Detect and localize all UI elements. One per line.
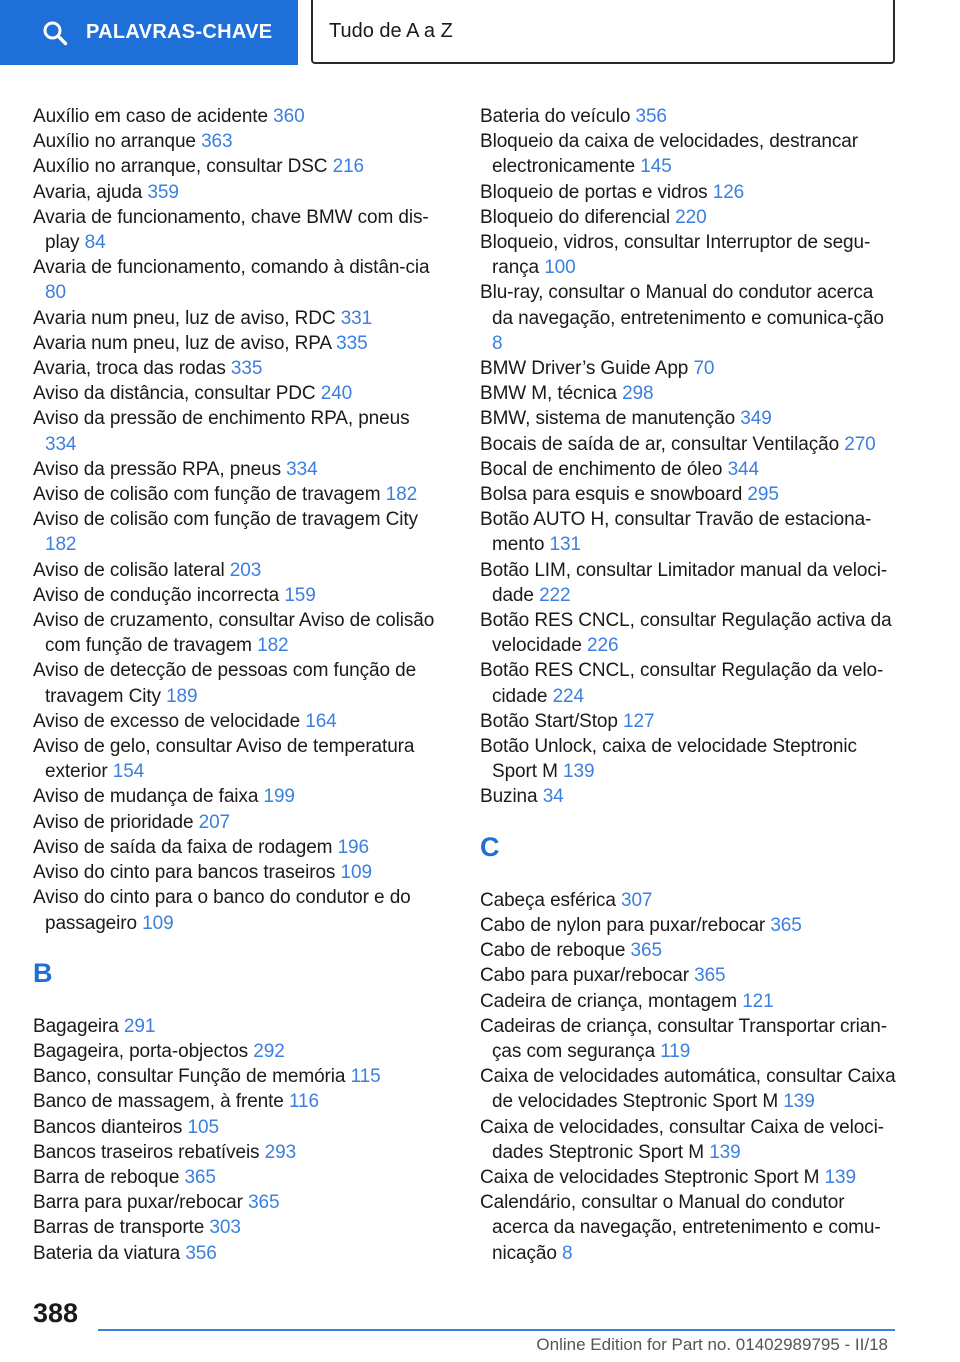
index-entry-text: Avaria num pneu, luz de aviso, RPA bbox=[33, 332, 331, 354]
page-link[interactable]: 365 bbox=[630, 940, 662, 962]
index-entry-text: Cabo para puxar/rebocar bbox=[480, 965, 689, 987]
index-list-b bbox=[33, 1014, 443, 1266]
index-entry bbox=[33, 1039, 443, 1064]
index-entry bbox=[33, 205, 443, 255]
index-entry bbox=[33, 457, 443, 482]
page-link[interactable]: 80 bbox=[45, 282, 66, 304]
index-entry-text: Aviso de colisão lateral bbox=[33, 559, 225, 581]
page-link[interactable]: 220 bbox=[675, 206, 707, 228]
page-link[interactable]: 70 bbox=[693, 358, 715, 380]
index-list-b-continued bbox=[480, 104, 898, 810]
index-entry bbox=[480, 658, 898, 708]
page-number: 388 bbox=[33, 1298, 79, 1328]
index-entry-text: Botão RES CNCL, consultar Regulação da velo-cidade bbox=[480, 660, 884, 707]
index-entry bbox=[480, 104, 898, 129]
page-link[interactable]: 298 bbox=[622, 383, 654, 405]
index-entry-text: Botão AUTO H, consultar Travão de estaciona-mento bbox=[480, 509, 872, 556]
index-entry-text: Cadeira de criança, montagem bbox=[480, 990, 738, 1012]
index-entry-text: Botão Start/Stop bbox=[480, 710, 618, 732]
index-entry-text: Aviso da distância, consultar PDC bbox=[33, 383, 316, 405]
index-entry-text: Aviso de cruzamento, consultar Aviso de colisão com função de travagem bbox=[33, 610, 435, 657]
index-entry bbox=[33, 356, 443, 381]
index-entry bbox=[480, 432, 898, 457]
index-entry-text: Bagageira bbox=[33, 1015, 119, 1037]
index-entry bbox=[480, 1014, 898, 1064]
index-entry-text: Caixa de velocidades automática, consultar Caixa de velocidades Steptronic Sport M bbox=[480, 1066, 896, 1113]
index-entry bbox=[480, 381, 898, 406]
index-entry-text: Aviso de colisão com função de travagem City bbox=[33, 509, 418, 531]
index-entry bbox=[480, 709, 898, 734]
page-link[interactable]: 331 bbox=[340, 307, 373, 329]
page-link[interactable]: 109 bbox=[142, 912, 174, 934]
page-link[interactable]: 116 bbox=[288, 1091, 319, 1113]
index-entry-text: Bancos dianteiros bbox=[33, 1116, 183, 1138]
index-entry bbox=[33, 1089, 443, 1114]
edition-text: Online Edition for Part no. 01402989795 - II/18 bbox=[536, 1335, 888, 1354]
index-entry bbox=[480, 457, 898, 482]
index-entry-text: Bocais de saída de ar, consultar Ventilação bbox=[480, 433, 840, 455]
index-entry-text: Caixa de velocidades Steptronic Sport M bbox=[480, 1166, 820, 1188]
index-entry-text: Aviso do cinto para bancos traseiros bbox=[33, 862, 336, 884]
page-link[interactable]: 34 bbox=[542, 786, 564, 808]
page-link[interactable]: 349 bbox=[740, 408, 772, 430]
page-link[interactable]: 203 bbox=[229, 559, 262, 581]
index-entry-text: Bloqueio de portas e vidros bbox=[480, 181, 708, 203]
page-link[interactable]: 100 bbox=[544, 257, 576, 279]
index-entry-text: Aviso de mudança de faixa bbox=[33, 786, 259, 808]
index-entry bbox=[33, 406, 443, 456]
index-entry bbox=[480, 734, 898, 784]
index-entry-text: BMW, sistema de manutenção bbox=[480, 408, 736, 430]
index-entry bbox=[33, 558, 443, 583]
page-link[interactable]: 84 bbox=[84, 232, 106, 254]
page-link[interactable]: 164 bbox=[305, 710, 337, 732]
index-entry bbox=[33, 129, 443, 154]
index-entry bbox=[480, 482, 898, 507]
index-entry-text: Aviso da pressão de enchimento RPA, pneus bbox=[33, 408, 410, 430]
search-icon bbox=[42, 20, 68, 46]
page-link[interactable]: 207 bbox=[198, 811, 231, 833]
index-entry bbox=[33, 1190, 443, 1215]
index-entry bbox=[33, 331, 443, 356]
page-link[interactable]: 222 bbox=[539, 584, 571, 606]
page-link[interactable]: 365 bbox=[770, 914, 802, 936]
index-entry-text: Bateria da viatura bbox=[33, 1242, 181, 1264]
page-link[interactable]: 182 bbox=[257, 635, 289, 657]
index-entry-text: Bancos traseiros rebatíveis bbox=[33, 1141, 260, 1163]
index-entry bbox=[480, 406, 898, 431]
page-link[interactable]: 270 bbox=[844, 433, 876, 455]
page-link[interactable]: 359 bbox=[147, 181, 179, 203]
index-entry bbox=[480, 180, 898, 205]
index-entry bbox=[33, 482, 443, 507]
index-entry-text: Avaria, ajuda bbox=[33, 181, 143, 203]
index-entry-text: Bolsa para esquis e snowboard bbox=[480, 484, 743, 506]
index-entry-text: Avaria de funcionamento, chave BMW com dis-play bbox=[33, 206, 429, 254]
index-entry bbox=[33, 507, 443, 557]
index-entry bbox=[33, 885, 443, 935]
index-entry-text: Aviso de prioridade bbox=[33, 811, 194, 833]
index-entry-text: Aviso de gelo, consultar Aviso de temperatura exterior bbox=[33, 736, 415, 783]
index-entry bbox=[480, 989, 898, 1014]
index-entry bbox=[33, 734, 443, 784]
page-link[interactable]: 291 bbox=[123, 1015, 156, 1037]
index-entry bbox=[33, 104, 443, 129]
top-navigation bbox=[0, 0, 960, 68]
index-entry-text: Aviso de colisão com função de travagem bbox=[33, 484, 381, 506]
index-entry-text: Aviso de saída da faixa de rodagem bbox=[33, 836, 333, 858]
index-entry bbox=[480, 280, 898, 356]
index-entry-text: BMW M, técnica bbox=[480, 383, 617, 405]
index-entry-text: Bloqueio, vidros, consultar Interruptor de segu-rança bbox=[480, 232, 871, 279]
index-entry bbox=[33, 381, 443, 406]
index-entry bbox=[33, 860, 443, 885]
index-entry bbox=[33, 658, 443, 708]
page-link[interactable]: 139 bbox=[783, 1091, 815, 1113]
index-entry-text: Cadeiras de criança, consultar Transportar crian-ças com segurança bbox=[480, 1015, 887, 1062]
page-link[interactable]: 334 bbox=[286, 458, 318, 480]
page-link[interactable]: 365 bbox=[184, 1166, 216, 1188]
index-entry bbox=[33, 255, 443, 305]
index-entry bbox=[480, 963, 898, 988]
index-entry-text: Aviso de detecção de pessoas com função de travagem City bbox=[33, 660, 417, 707]
page-link[interactable]: 216 bbox=[332, 156, 365, 178]
index-entry bbox=[480, 888, 898, 913]
index-entry-text: Cabeça esférica bbox=[480, 889, 616, 911]
index-entry bbox=[480, 608, 898, 658]
index-list-c bbox=[480, 888, 898, 1266]
index-entry bbox=[480, 1165, 898, 1190]
index-entry bbox=[480, 1190, 898, 1266]
index-entry bbox=[480, 205, 898, 230]
page-link[interactable]: 292 bbox=[253, 1040, 285, 1062]
index-entry bbox=[480, 356, 898, 381]
index-entry bbox=[480, 1115, 898, 1165]
index-list-a bbox=[33, 104, 443, 936]
index-entry-text: Bloqueio do diferencial bbox=[480, 206, 670, 228]
index-entry bbox=[33, 1064, 443, 1089]
index-entry bbox=[33, 306, 443, 331]
page-link[interactable]: 295 bbox=[747, 484, 779, 506]
index-entry bbox=[33, 154, 443, 179]
page-link[interactable]: 356 bbox=[635, 106, 667, 127]
index-entry-text: Avaria num pneu, luz de aviso, RDC bbox=[33, 307, 336, 329]
index-entry bbox=[480, 1064, 898, 1114]
index-entry-text: Barra de reboque bbox=[33, 1166, 180, 1188]
index-entry bbox=[33, 1215, 443, 1240]
index-entry-text: Auxílio em caso de acidente bbox=[33, 106, 268, 127]
page-link[interactable]: 224 bbox=[552, 685, 584, 707]
page-link[interactable]: 363 bbox=[201, 131, 233, 153]
index-entry-text: Auxílio no arranque, consultar DSC bbox=[33, 156, 328, 178]
tab-a-to-z-label: Tudo de A a Z bbox=[329, 19, 453, 42]
page-link[interactable]: 344 bbox=[727, 458, 759, 480]
page-link[interactable]: 199 bbox=[263, 786, 295, 808]
index-entry bbox=[33, 1241, 443, 1266]
index-entry-text: Cabo de nylon para puxar/rebocar bbox=[480, 914, 766, 936]
index-entry-text: Cabo de reboque bbox=[480, 940, 626, 962]
page-link[interactable]: 115 bbox=[350, 1066, 381, 1088]
page-link[interactable]: 196 bbox=[337, 836, 369, 858]
page-link[interactable]: 335 bbox=[336, 332, 368, 354]
index-entry-text: Avaria, troca das rodas bbox=[33, 358, 226, 380]
index-entry bbox=[33, 1115, 443, 1140]
page-link[interactable]: 139 bbox=[563, 761, 595, 783]
keywords-button[interactable] bbox=[0, 0, 298, 65]
index-entry-text: Botão LIM, consultar Limitador manual da veloci-dade bbox=[480, 559, 888, 606]
index-entry-text: Botão RES CNCL, consultar Regulação activa da velocidade bbox=[480, 610, 892, 657]
page-link[interactable]: 159 bbox=[284, 584, 316, 606]
footer-divider bbox=[98, 1329, 895, 1331]
index-entry bbox=[480, 913, 898, 938]
index-entry bbox=[480, 230, 898, 280]
index-entry-text: Aviso de condução incorrecta bbox=[33, 584, 280, 606]
page-link[interactable]: 303 bbox=[209, 1217, 241, 1239]
page-link[interactable]: 109 bbox=[340, 862, 372, 884]
page-link[interactable]: 335 bbox=[230, 358, 263, 380]
index-entry bbox=[33, 1140, 443, 1165]
page-link[interactable]: 365 bbox=[248, 1192, 280, 1214]
index-entry bbox=[480, 938, 898, 963]
index-entry-text: Buzina bbox=[480, 786, 538, 808]
index-entry-text: Banco de massagem, à frente bbox=[33, 1091, 284, 1113]
index-entry bbox=[33, 810, 443, 835]
page-link[interactable]: 293 bbox=[264, 1141, 297, 1163]
index-entry-text: Bateria do veículo bbox=[480, 106, 631, 127]
page-link[interactable]: 121 bbox=[742, 990, 774, 1012]
index-entry-text: Blu-ray, consultar o Manual do condutor acerca da navegação, entretenimento e comunica-ção bbox=[480, 282, 884, 329]
page-link[interactable]: 189 bbox=[166, 685, 198, 707]
index-entry bbox=[480, 507, 898, 557]
keywords-label: PALAVRAS-CHAVE bbox=[86, 21, 273, 43]
page-link[interactable]: 154 bbox=[112, 761, 145, 783]
page-link[interactable]: 127 bbox=[623, 710, 655, 732]
page-link[interactable]: 8 bbox=[561, 1242, 573, 1264]
page-link[interactable]: 240 bbox=[320, 383, 353, 405]
page-link[interactable]: 119 bbox=[660, 1040, 691, 1062]
index-entry bbox=[33, 583, 443, 608]
page-link[interactable]: 356 bbox=[185, 1242, 217, 1264]
section-letter-b: B bbox=[33, 958, 53, 989]
page-link[interactable]: 182 bbox=[45, 534, 77, 556]
tab-a-to-z[interactable] bbox=[311, 0, 895, 64]
index-entry bbox=[33, 1165, 443, 1190]
index-entry bbox=[480, 129, 898, 179]
index-entry bbox=[33, 709, 443, 734]
index-entry-text: Auxílio no arranque bbox=[33, 131, 196, 153]
page-link[interactable]: 8 bbox=[492, 332, 503, 354]
page-link[interactable]: 139 bbox=[824, 1166, 856, 1188]
index-entry-text: Avaria de funcionamento, comando à distân-cia bbox=[33, 257, 430, 279]
index-entry-text: Aviso da pressão RPA, pneus bbox=[33, 458, 281, 480]
page-link[interactable]: 139 bbox=[709, 1141, 741, 1163]
index-entry-text: BMW Driver’s Guide App bbox=[480, 358, 689, 380]
index-entry-text: Barra para puxar/rebocar bbox=[33, 1192, 243, 1214]
index-entry bbox=[33, 608, 443, 658]
index-entry-text: Bagageira, porta-objectos bbox=[33, 1040, 249, 1062]
page-link[interactable]: 226 bbox=[587, 635, 619, 657]
page-link[interactable]: 182 bbox=[385, 484, 418, 506]
index-column-right bbox=[480, 104, 898, 1266]
index-entry-text: Calendário, consultar o Manual do condutor acerca da navegação, entretenimento e comu-nicação bbox=[480, 1192, 881, 1264]
page-link[interactable]: 145 bbox=[640, 156, 672, 178]
index-entry-text: Barras de transporte bbox=[33, 1217, 205, 1239]
page-link[interactable]: 365 bbox=[694, 965, 726, 987]
page-link[interactable]: 131 bbox=[549, 534, 581, 556]
page-link[interactable]: 334 bbox=[45, 433, 77, 455]
index-entry bbox=[480, 558, 898, 608]
page-link[interactable]: 105 bbox=[187, 1116, 219, 1138]
page-link[interactable]: 126 bbox=[712, 181, 745, 203]
index-entry-text: Botão Unlock, caixa de velocidade Steptronic Sport M bbox=[480, 736, 857, 783]
index-entry-text: Aviso de excesso de velocidade bbox=[33, 710, 301, 732]
index-column-left bbox=[33, 104, 443, 1266]
page-link[interactable]: 307 bbox=[620, 889, 653, 911]
index-entry-text: Aviso do cinto para o banco do condutor e do passageiro bbox=[33, 887, 411, 934]
index-entry-text: Bocal de enchimento de óleo bbox=[480, 458, 723, 480]
index-entry bbox=[33, 180, 443, 205]
index-entry bbox=[33, 1014, 443, 1039]
section-letter-c: C bbox=[480, 832, 500, 863]
page-link[interactable]: 360 bbox=[273, 106, 305, 127]
index-entry bbox=[33, 784, 443, 809]
index-entry bbox=[480, 784, 898, 809]
index-entry bbox=[33, 835, 443, 860]
index-entry-text: Caixa de velocidades, consultar Caixa de veloci-dades Steptronic Sport M bbox=[480, 1116, 884, 1163]
index-entry-text: Banco, consultar Função de memória bbox=[33, 1066, 346, 1088]
index-entry-text: Bloqueio da caixa de velocidades, destrancar electronicamente bbox=[480, 131, 858, 178]
